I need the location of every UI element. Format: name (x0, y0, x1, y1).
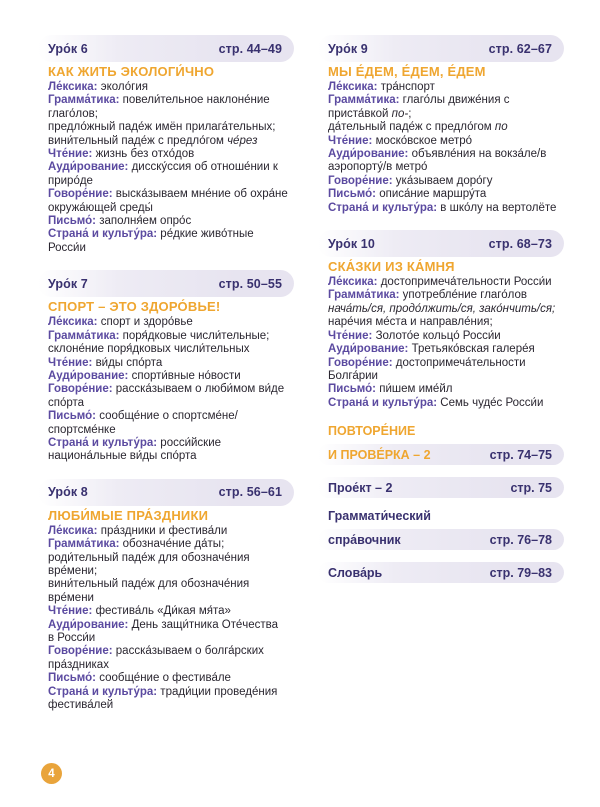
lesson-title: МЫ Е́ДЕМ, Е́ДЕМ, Е́ДЕМ (328, 64, 486, 79)
entry-label: Страна́ и культу́ра: (328, 201, 438, 214)
toc-entry: Грамма́тика: повели́тельное наклоне́ние глаго́лов; предло́жный паде́ж имён прилага́тельных; вини́тельный паде́ж с предло́гом че́рез (48, 94, 276, 147)
entry-label: Страна́ и культу́ра: (48, 685, 158, 698)
extra-title: И ПРОВЕ́РКА – 2 (328, 447, 431, 462)
lesson-number: Уро́к 6 (48, 41, 88, 56)
toc-entry: Ле́ксика: тра́нспорт (328, 81, 435, 93)
lesson-block (318, 35, 564, 215)
toc-entry: Говоре́ние: расска́зываем о болга́рских пра́здниках (48, 645, 264, 671)
entry-label: Письмо́: (48, 410, 97, 423)
entry-label: Говоре́ние: (48, 188, 113, 201)
entry-label: Грамма́тика: (48, 329, 120, 342)
entry-label: Ауди́рование: (48, 161, 129, 174)
extra-row (318, 477, 564, 498)
lesson-header (38, 479, 294, 506)
lesson-pages: стр. 44–49 (218, 41, 282, 56)
extra-title: Слова́рь (328, 565, 383, 580)
lesson-body (328, 81, 564, 215)
entry-label: Чте́ние: (328, 329, 373, 342)
entry-label: Говоре́ние: (328, 356, 393, 369)
lesson-title: КАК ЖИТЬ ЭКОЛОГИ́ЧНО (48, 64, 215, 79)
entry-label: Ауди́рование: (328, 148, 409, 161)
entry-label: Письмо́: (48, 215, 97, 228)
toc-entry: Говоре́ние: выска́зываем мне́ние об охра́не окружа́ющей среды́ (48, 188, 288, 214)
toc-entry: Ауди́рование: спорти́вные но́вости (48, 369, 241, 382)
lesson-body (328, 276, 564, 410)
entry-label: Ауди́рование: (328, 343, 409, 356)
lesson-header (318, 35, 564, 62)
toc-entry: Страна́ и культу́ра: ре́дкие живо́тные Росси́и (48, 228, 254, 254)
entry-label: Грамма́тика: (48, 94, 120, 107)
entry-label: Ауди́рование: (48, 369, 129, 382)
lesson-pages: стр. 56–61 (218, 485, 282, 500)
entry-label: Говоре́ние: (48, 645, 113, 658)
lesson-body (48, 316, 294, 463)
lesson-header (38, 270, 294, 297)
lesson-pages: стр. 68–73 (488, 236, 552, 251)
lesson-header (318, 230, 564, 257)
entry-label: Ле́ксика: (328, 81, 378, 93)
entry-label: Страна́ и культу́ра: (48, 436, 158, 449)
entry-label: Страна́ и культу́ра: (48, 228, 158, 241)
toc-entry: Письмо́: описа́ние маршру́та (328, 188, 487, 201)
entry-label: Ауди́рование: (48, 618, 129, 631)
entry-label: Говоре́ние: (48, 383, 113, 396)
entry-label: Письмо́: (48, 672, 97, 685)
toc-entry: Ауди́рование: дисску́ссия об отноше́нии к приро́де (48, 161, 278, 187)
lesson-block (318, 230, 564, 410)
toc-entry: Говоре́ние: достопримеча́тельности Болга́рии (328, 356, 526, 382)
extra-pre-line: ПОВТОРЕ́НИЕ (328, 424, 416, 439)
lesson-title: СПОРТ – ЭТО ЗДОРО́ВЬЕ! (48, 299, 221, 315)
lesson-number: Уро́к 10 (328, 236, 375, 251)
entry-label: Грамма́тика: (328, 94, 400, 107)
page-number-badge (41, 763, 62, 784)
toc-entry: Чте́ние: моско́вское метро́ (328, 134, 473, 147)
toc-entry: Говоре́ние: ука́зываем доро́гу (328, 174, 493, 187)
toc-entry: Чте́ние: ви́ды спо́рта (48, 356, 163, 369)
extra-title: спра́вочник (328, 532, 401, 547)
entry-label: Ле́ксика: (48, 81, 98, 93)
toc-entry: Письмо́: пи́шем име́йл (328, 383, 453, 396)
lesson-pages: стр. 62–67 (488, 41, 552, 56)
extra-pages: стр. 76–78 (489, 532, 552, 547)
toc-entry: Грамма́тика: употребле́ние глаго́лов нача́ть/ся, продо́лжить/ся, зако́нчить/ся; наре́чия ме́ста и направле́ния; (328, 289, 556, 329)
toc-entry: Ле́ксика: спорт и здоро́вье (48, 316, 193, 329)
toc-entry: Страна́ и культу́ра: в шко́лу на вертолёте (328, 201, 557, 214)
entry-label: Страна́ и культу́ра: (328, 396, 438, 409)
lesson-number: Уро́к 7 (48, 276, 88, 291)
entry-label: Ле́ксика: (48, 524, 98, 537)
toc-entry: Страна́ и культу́ра: тради́ции проведе́ния фестива́лей (48, 685, 278, 712)
toc-entry: Чте́ние: жизнь без отхо́дов (48, 148, 195, 161)
toc-entry: Письмо́: сообще́ние о фестива́ле (48, 672, 231, 685)
entry-label: Говоре́ние: (328, 174, 393, 187)
lesson-number: Уро́к 8 (48, 485, 88, 500)
lesson-body (48, 81, 294, 255)
lesson-block (38, 479, 294, 713)
extras-section (318, 425, 564, 583)
lesson-header (38, 35, 294, 62)
extra-row (318, 529, 564, 550)
toc-entry: Письмо́: сообще́ние о спортсме́не/ спортсме́нке (48, 410, 238, 436)
entry-label: Чте́ние: (48, 148, 93, 161)
entry-label: Ле́ксика: (328, 276, 378, 289)
extra-pages: стр. 74–75 (489, 447, 552, 462)
toc-entry: Ле́ксика: пра́здники и фестива́ли (48, 524, 228, 537)
toc-entry: Ауди́рование: Третьяко́вская галере́я (328, 343, 535, 356)
toc-entry: Ле́ксика: достопримеча́тельности Росси́и (328, 276, 552, 289)
page-number: 4 (48, 767, 55, 780)
lesson-title: ЛЮБИ́МЫЕ ПРА́ЗДНИКИ (48, 507, 209, 523)
toc-entry: Страна́ и культу́ра: Семь чуде́с Росси́и (328, 396, 544, 409)
entry-label: Чте́ние: (48, 356, 93, 369)
toc-entry: Ауди́рование: объявле́ния на вокза́ле/в аэропорту́/в метро́ (328, 148, 547, 174)
entry-label: Чте́ние: (48, 605, 93, 618)
right-column (318, 35, 564, 595)
extra-pages: стр. 79–83 (489, 565, 552, 580)
toc-entry: Страна́ и культу́ра: росси́йские национа́льные ви́ды спо́рта (48, 436, 222, 463)
toc-entry: Грамма́тика: обозначе́ние да́ты; роди́тельный паде́ж для обозначе́ния вре́мени; вини́тельный паде́ж для обозначе́ния вре́мени (48, 538, 250, 604)
toc-entry: Грамма́тика: поря́дковые числи́тельные; склоне́ние поря́дковых числи́тельных (48, 329, 270, 356)
lesson-pages: стр. 50–55 (218, 276, 282, 291)
entry-label: Ле́ксика: (48, 316, 98, 329)
toc-entry: Грамма́тика: глаго́лы движе́ния с приста́вкой по-; да́тельный паде́ж с предло́гом по (328, 94, 510, 134)
entry-label: Письмо́: (328, 383, 377, 396)
lesson-title: СКА́ЗКИ ИЗ КА́МНЯ (328, 259, 455, 275)
lesson-body (48, 525, 294, 713)
entry-label: Грамма́тика: (328, 289, 400, 302)
entry-label: Грамма́тика: (48, 538, 120, 551)
left-column (38, 35, 294, 727)
toc-entry: Чте́ние: фестива́ль «Ди́кая мя́та» (48, 605, 231, 618)
toc-entry: Говоре́ние: расска́зываем о люби́мом ви́де спо́рта (48, 383, 285, 409)
lesson-block (38, 270, 294, 463)
toc-entry: Письмо́: заполня́ем опро́с (48, 215, 192, 228)
toc-entry: Ауди́рование: День защи́тника Оте́чества в Росси́и (48, 618, 279, 644)
lesson-number: Уро́к 9 (328, 41, 368, 56)
lesson-block (38, 35, 294, 255)
extra-row (318, 444, 564, 465)
entry-label: Чте́ние: (328, 134, 373, 147)
toc-entry: Ле́ксика: эколо́гия (48, 81, 148, 93)
toc-entry: Чте́ние: Золото́е кольцо́ Росси́и (328, 329, 501, 342)
extra-pages: стр. 75 (510, 480, 552, 495)
extra-title: Прое́кт – 2 (328, 480, 393, 495)
entry-label: Письмо́: (328, 188, 377, 201)
extra-pre-line: Граммати́ческий (328, 509, 431, 524)
extra-row (318, 562, 564, 583)
